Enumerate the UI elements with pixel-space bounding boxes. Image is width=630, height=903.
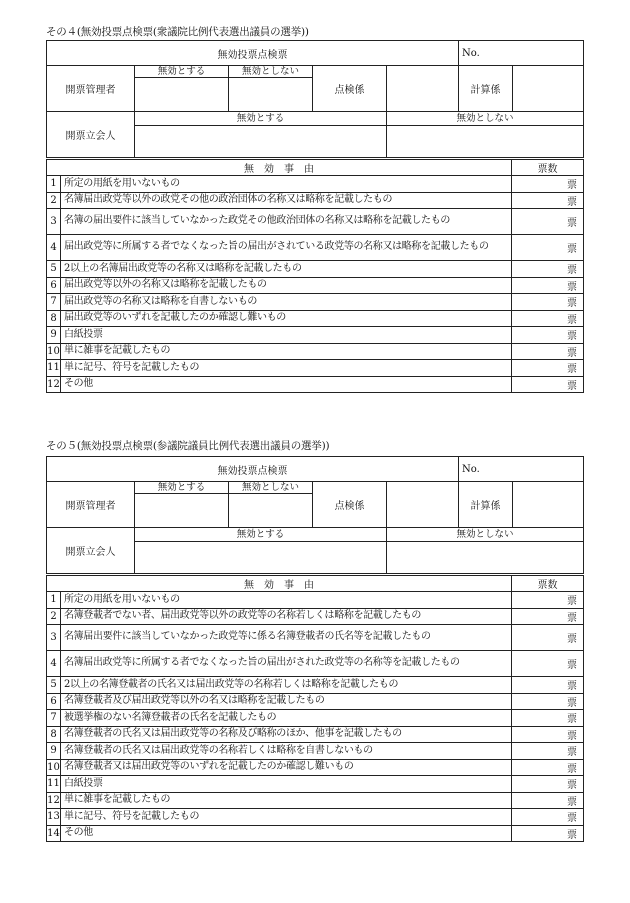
count-unit: 票 [567,813,577,825]
reason-count-cell[interactable] [512,759,584,776]
reason-number: 11 [47,360,61,377]
reason-text: 所定の用紙を用いないもの [61,592,512,609]
reason-text: 単に記号、符号を記載したもの [61,360,512,377]
reason-number: 8 [47,726,61,743]
reason-row [47,310,584,327]
reason-text: 所定の用紙を用いないもの [61,176,512,193]
reason-number: 10 [47,343,61,360]
reason-number: 2 [47,608,61,625]
form5-manager-no-sign-cell[interactable] [229,494,313,528]
reason-count-cell[interactable] [512,360,584,377]
count-unit: 票 [567,180,577,192]
reason-row [47,294,584,311]
reason-number: 1 [47,176,61,193]
reason-text: 白紙投票 [61,776,512,793]
reason-text: 2以上の名簿届出政党等の名称又は略称を記載したもの [61,261,512,278]
reason-row [47,343,584,360]
reason-row [47,792,584,809]
count-unit: 票 [567,596,577,608]
form4-manager-invalid-no: 無効としない [229,66,313,78]
count-unit: 票 [567,612,577,624]
form5-count-header: 票数 [512,576,584,592]
form4-manager-no-sign-cell[interactable] [229,78,313,112]
reason-row [47,759,584,776]
reason-count-cell[interactable] [512,310,584,327]
form5-manager-yes-sign-cell[interactable] [135,494,229,528]
reason-count-cell[interactable] [512,743,584,760]
form4-manager-label: 開票管理者 [47,66,135,112]
form5-witness-no-sign-cell[interactable] [387,542,584,574]
form5-witness-yes-sign-cell[interactable] [135,542,387,574]
reason-number: 12 [47,376,61,393]
reason-text: 名簿届出要件に該当していなかった政党等に係る名簿登載者の氏名等を記載したもの [61,625,512,651]
form5-witness-invalid-yes: 無効とする [135,528,387,542]
reason-row [47,235,584,261]
reason-text: 被選挙権のない名簿登載者の氏名を記載したもの [61,710,512,727]
count-unit: 票 [567,347,577,359]
form5-no-label: No. [459,457,584,482]
reason-text: 名簿届出政党等以外の政党その他の政治団体の名称又は略称を記載したもの [61,192,512,209]
reason-row [47,376,584,393]
reason-row [47,277,584,294]
reason-count-cell[interactable] [512,825,584,842]
count-unit: 票 [567,281,577,293]
form4-manager-yes-sign-cell[interactable] [135,78,229,112]
reason-count-cell[interactable] [512,294,584,311]
count-unit: 票 [567,780,577,792]
reason-count-cell[interactable] [512,327,584,344]
count-unit: 票 [567,681,577,693]
reason-count-cell[interactable] [512,710,584,727]
reason-row [47,192,584,209]
reason-number: 6 [47,693,61,710]
reason-text: 単に雑事を記載したもの [61,792,512,809]
reason-count-cell[interactable] [512,235,584,261]
reason-row [47,825,584,842]
count-unit: 票 [567,218,577,229]
reason-text: 2以上の名簿登載者の氏名又は届出政党等の名称若しくは略称を記載したもの [61,677,512,694]
reason-row [47,209,584,235]
reason-row [47,710,584,727]
form4-reason-header: 無 効 事 由 [47,160,512,176]
reason-count-cell[interactable] [512,726,584,743]
reason-row [47,608,584,625]
reason-text: 単に記号、符号を記載したもの [61,809,512,826]
reason-number: 4 [47,651,61,677]
reason-row [47,176,584,193]
reason-count-cell[interactable] [512,693,584,710]
reason-text: 名簿登載者でない者、届出政党等以外の政党等の名称若しくは略称を記載したもの [61,608,512,625]
count-unit: 票 [567,380,577,392]
form4-checker-label: 点検係 [313,66,387,112]
reason-row [47,726,584,743]
form4-manager-invalid-yes: 無効とする [135,66,229,78]
reason-count-cell[interactable] [512,592,584,609]
reason-text: 名簿届出政党等に所属する者でなくなった旨の届出がされた政党等の名称等を記載したもの [61,651,512,677]
form5-manager-label: 開票管理者 [47,482,135,528]
form5-manager-invalid-no: 無効としない [229,482,313,494]
reason-row [47,592,584,609]
reason-count-cell[interactable] [512,809,584,826]
form5-header-label: 無効投票点検票 [47,457,459,482]
form4-witness-invalid-yes: 無効とする [135,112,387,126]
form4-title: その４(無効投票点検票(衆議院比例代表選出議員の選挙)) [46,26,309,38]
reason-row [47,809,584,826]
count-unit: 票 [567,196,577,208]
form5-checker-sign-cell[interactable] [387,482,459,528]
reason-count-cell[interactable] [512,677,584,694]
reason-text: 単に雑事を記載したもの [61,343,512,360]
reason-number: 10 [47,759,61,776]
reason-number: 6 [47,277,61,294]
count-unit: 票 [567,747,577,759]
count-unit: 票 [567,314,577,326]
form4-reasons-table [46,159,584,393]
reason-number: 14 [47,825,61,842]
reason-text: 名簿登載者の氏名又は届出政党等の名称若しくは略称を自書しないもの [61,743,512,760]
reason-number: 1 [47,592,61,609]
reason-text: 届出政党等の名称又は略称を自書しないもの [61,294,512,311]
reason-number: 3 [47,625,61,651]
count-unit: 票 [567,265,577,277]
reason-number: 11 [47,776,61,793]
reason-count-cell[interactable] [512,376,584,393]
reason-text: 名簿登載者又は届出政党等のいずれを記載したのか確認し難いもの [61,759,512,776]
form5-header-table [46,456,584,574]
reason-count-cell[interactable] [512,261,584,278]
reason-count-cell[interactable] [512,651,584,677]
form4-witness-yes-sign-cell[interactable] [135,126,387,158]
reason-number: 7 [47,710,61,727]
count-unit: 票 [567,298,577,310]
reason-text: 名簿登載者及び届出政党等以外の名又は略称を記載したもの [61,693,512,710]
form5-calc-sign-cell[interactable] [513,482,584,528]
form5-manager-invalid-yes: 無効とする [135,482,229,494]
reason-row [47,776,584,793]
count-unit: 票 [567,244,577,255]
reason-count-cell[interactable] [512,792,584,809]
form4-checker-sign-cell[interactable] [387,66,459,112]
count-unit: 票 [567,714,577,726]
reason-number: 13 [47,809,61,826]
reason-number: 5 [47,261,61,278]
reason-count-cell[interactable] [512,176,584,193]
reason-text: その他 [61,376,512,393]
reason-text: 届出政党等に所属する者でなくなった旨の届出がされている政党等の名称又は略称を記載したもの [61,235,512,261]
reason-text: 白紙投票 [61,327,512,344]
reason-row [47,625,584,651]
form5-calc-label: 計算係 [459,482,513,528]
form4-calc-sign-cell[interactable] [513,66,584,112]
reason-text: 名簿登載者の氏名又は届出政党等の名称及び略称のほか、他事を記載したもの [61,726,512,743]
reason-text: その他 [61,825,512,842]
count-unit: 票 [567,697,577,709]
reason-number: 9 [47,743,61,760]
count-unit: 票 [567,364,577,376]
count-unit: 票 [567,763,577,775]
form5-checker-label: 点検係 [313,482,387,528]
count-unit: 票 [567,730,577,742]
reason-count-cell[interactable] [512,192,584,209]
form4-header-table [46,40,584,158]
form5-witness-label: 開票立会人 [47,528,135,574]
reason-number: 5 [47,677,61,694]
reason-number: 7 [47,294,61,311]
reason-row [47,261,584,278]
form4-witness-invalid-no: 無効としない [387,112,584,126]
reason-row [47,743,584,760]
form5-reason-header: 無 効 事 由 [47,576,512,592]
reason-count-cell[interactable] [512,343,584,360]
count-unit: 票 [567,796,577,808]
form4-witness-label: 開票立会人 [47,112,135,158]
reason-row [47,360,584,377]
reason-number: 3 [47,209,61,235]
form4-witness-no-sign-cell[interactable] [387,126,584,158]
reason-number: 12 [47,792,61,809]
form5-reasons-table [46,575,584,842]
form4-no-label: No. [459,41,584,66]
reason-row [47,651,584,677]
reason-number: 2 [47,192,61,209]
reason-row [47,693,584,710]
reason-count-cell[interactable] [512,277,584,294]
count-unit: 票 [567,634,577,645]
count-unit: 票 [567,331,577,343]
reason-count-cell[interactable] [512,776,584,793]
reason-number: 9 [47,327,61,344]
reason-count-cell[interactable] [512,209,584,235]
form4-header-label: 無効投票点検票 [47,41,459,66]
count-unit: 票 [567,829,577,841]
reason-count-cell[interactable] [512,608,584,625]
form5-witness-invalid-no: 無効としない [387,528,584,542]
reason-row [47,327,584,344]
form4-calc-label: 計算係 [459,66,513,112]
form4-count-header: 票数 [512,160,584,176]
reason-text: 名簿の届出要件に該当していなかった政党その他政治団体の名称又は略称を記載したもの [61,209,512,235]
reason-text: 届出政党等のいずれを記載したのか確認し難いもの [61,310,512,327]
reason-number: 4 [47,235,61,261]
reason-row [47,677,584,694]
count-unit: 票 [567,660,577,671]
reason-count-cell[interactable] [512,625,584,651]
form5-title: その５(無効投票点検票(参議院議員比例代表選出議員の選挙)) [46,440,330,452]
reason-number: 8 [47,310,61,327]
reason-text: 届出政党等以外の名称又は略称を記載したもの [61,277,512,294]
